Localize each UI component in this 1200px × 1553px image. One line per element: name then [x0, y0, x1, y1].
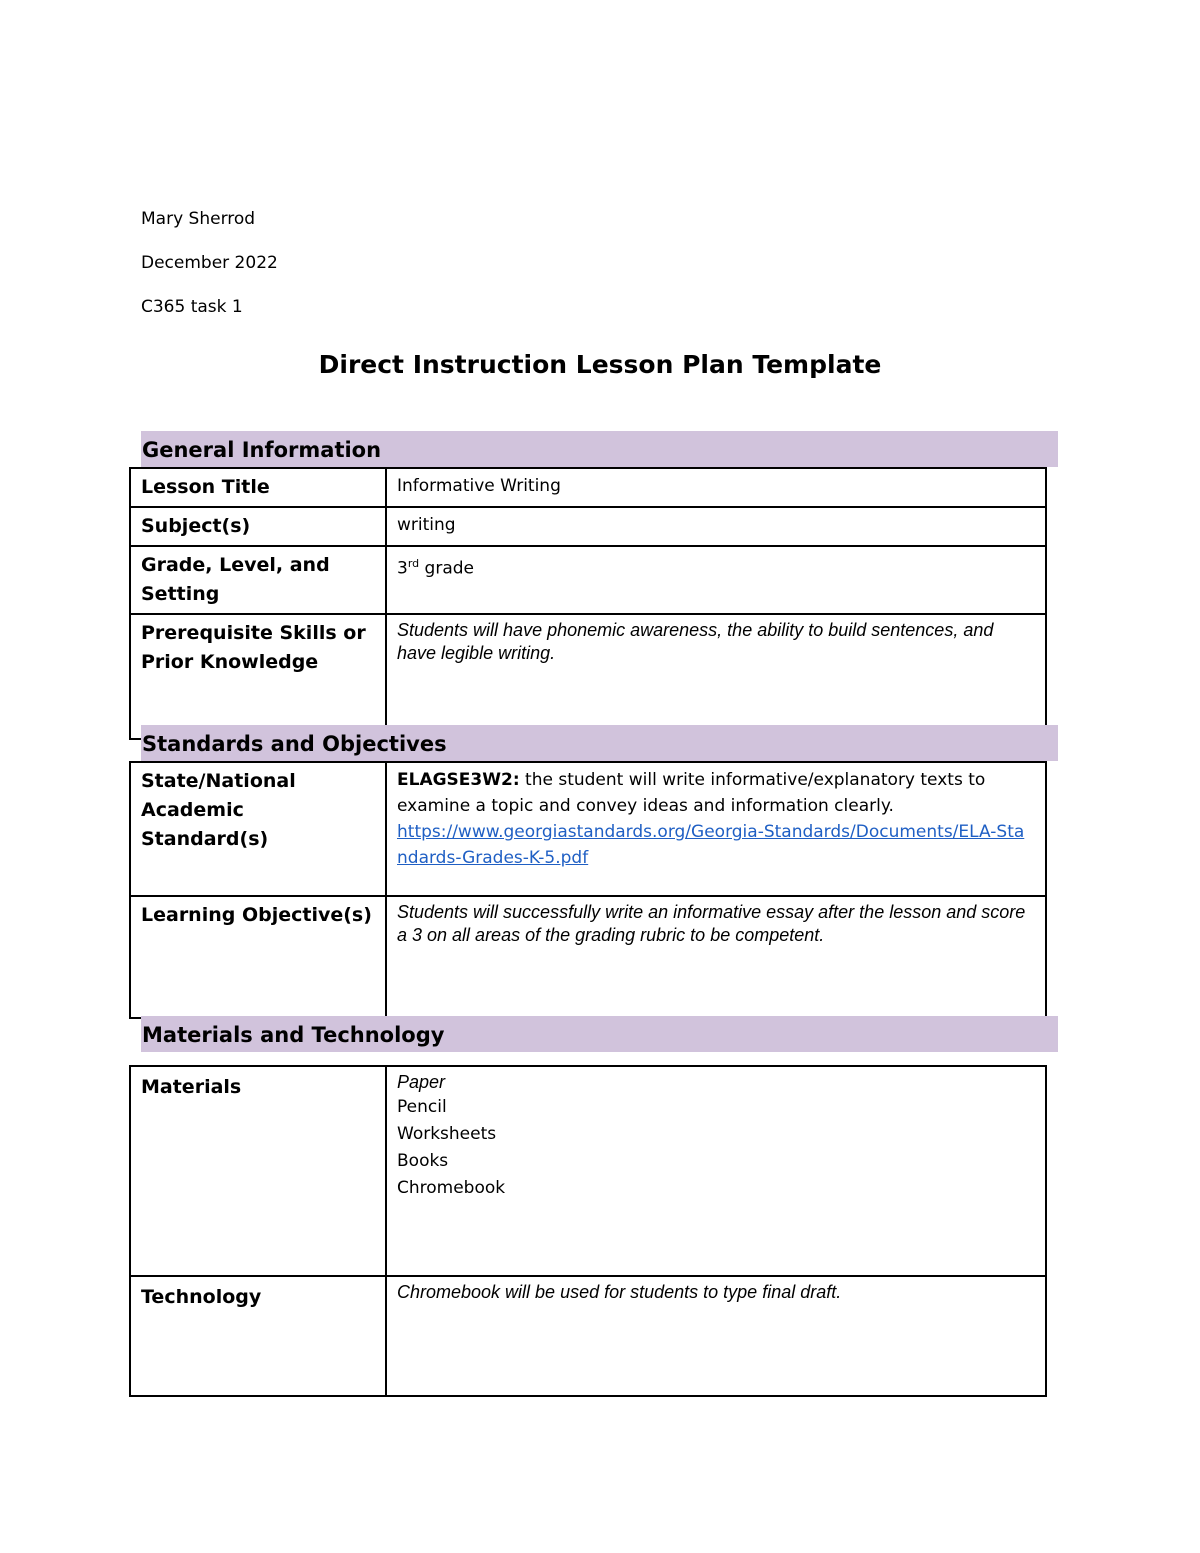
materials-list	[386, 1066, 1046, 1276]
author-name: Mary Sherrod	[141, 209, 256, 229]
lesson-title-value: Informative Writing	[386, 468, 1046, 507]
grade-suffix: rd	[407, 557, 420, 570]
section-heading-standards: Standards and Objectives	[141, 725, 1058, 761]
table-row	[130, 507, 1046, 546]
grade-value	[386, 546, 1046, 614]
subject-label: Subject(s)	[130, 507, 386, 546]
prerequisite-value: Students will have phonemic awareness, the ability to build sentences, and have legible writing.	[386, 614, 1046, 739]
list-item: Worksheets	[397, 1124, 497, 1144]
technology-label: Technology	[130, 1276, 386, 1396]
list-item: Books	[397, 1151, 449, 1171]
grade-word: grade	[424, 558, 474, 579]
table-row	[130, 614, 1046, 739]
course-task: C365 task 1	[141, 297, 243, 317]
lesson-title-label: Lesson Title	[130, 468, 386, 507]
standard-code: ELAGSE3W2:	[397, 770, 520, 790]
grade-label: Grade, Level, and Setting	[130, 546, 386, 614]
page-title: Direct Instruction Lesson Plan Template	[318, 350, 882, 379]
table-row	[130, 546, 1046, 614]
prerequisite-label: Prerequisite Skills or Prior Knowledge	[130, 614, 386, 739]
table-row	[130, 1276, 1046, 1396]
section-heading-materials: Materials and Technology	[141, 1016, 1058, 1052]
grade-number: 3	[397, 558, 408, 579]
standard-text: the student will write informative/explanatory texts to examine a topic and convey ideas and information clearly.	[397, 770, 986, 816]
list-item: Paper	[397, 1072, 446, 1092]
document-date: December 2022	[141, 253, 278, 273]
general-information-table	[129, 467, 1047, 740]
materials-technology-table	[129, 1065, 1047, 1397]
section-heading-general: General Information	[141, 431, 1058, 467]
standards-link[interactable]: https://www.georgiastandards.org/Georgia-Standards/Documents/ELA-Standards-Grades-K-5.pdf	[397, 822, 1025, 868]
subject-value: writing	[386, 507, 1046, 546]
table-row	[130, 468, 1046, 507]
standards-objectives-table	[129, 761, 1047, 1019]
list-item: Pencil	[397, 1097, 447, 1117]
standard-value	[386, 762, 1046, 896]
technology-value: Chromebook will be used for students to type final draft.	[386, 1276, 1046, 1396]
materials-label: Materials	[130, 1066, 386, 1276]
table-row	[130, 1066, 1046, 1276]
standard-label: State/National Academic Standard(s)	[130, 762, 386, 896]
objective-label: Learning Objective(s)	[130, 896, 386, 1018]
table-row	[130, 762, 1046, 896]
list-item: Chromebook	[397, 1178, 506, 1198]
objective-value: Students will successfully write an informative essay after the lesson and score a 3 on all areas of the grading rubric to be competent.	[386, 896, 1046, 1018]
table-row	[130, 896, 1046, 1018]
